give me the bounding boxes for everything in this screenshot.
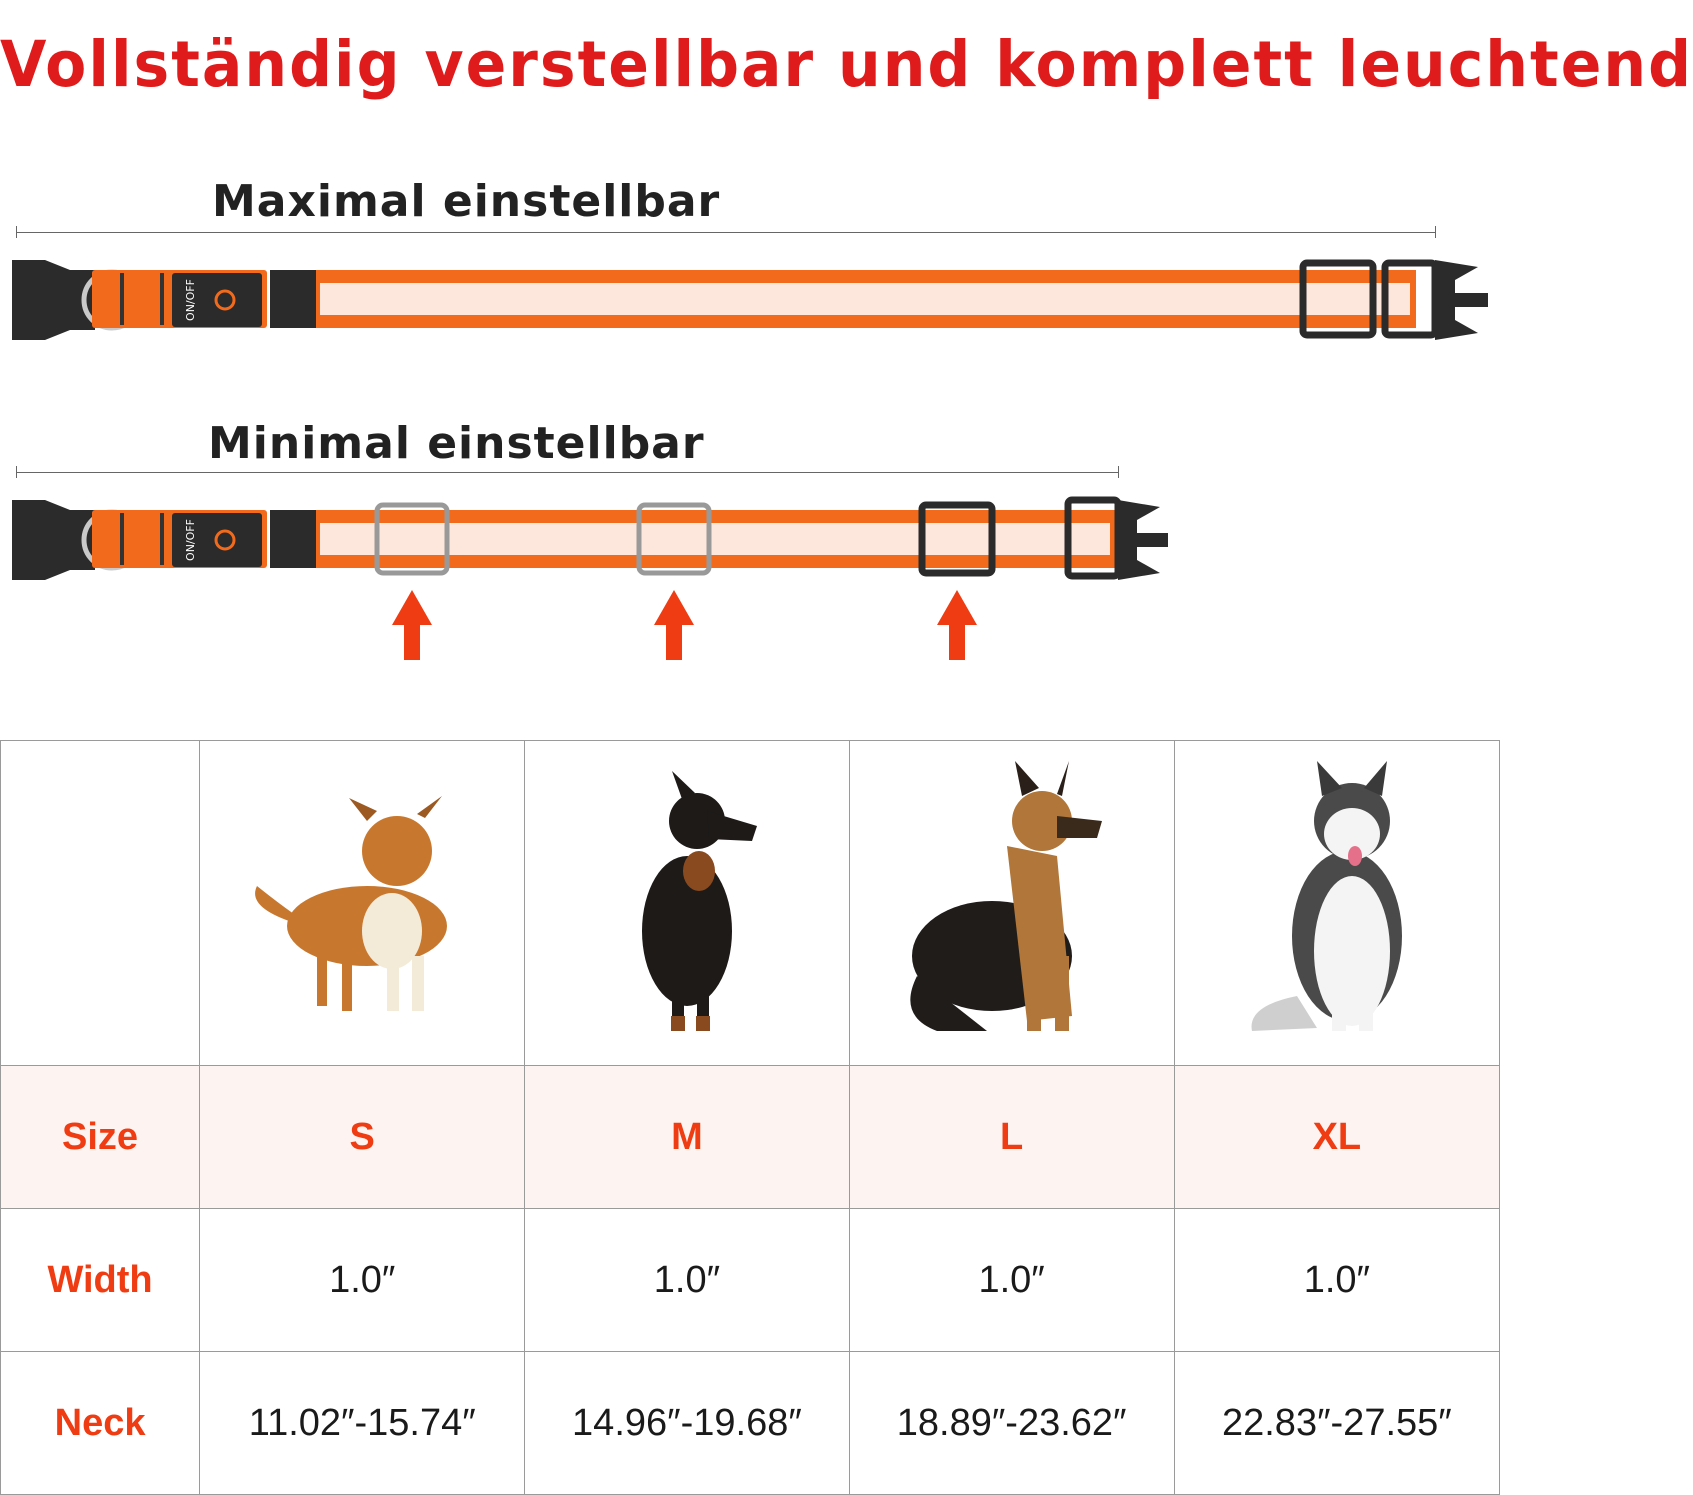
min-switch-label: ON/OFF bbox=[184, 519, 197, 561]
min-caption: Minimal einstellbar bbox=[208, 418, 705, 469]
neck-row bbox=[1, 1352, 1500, 1495]
max-switch-label: ON/OFF bbox=[184, 279, 197, 321]
width-label: Width bbox=[1, 1209, 200, 1352]
headline: Vollständig verstellbar und komplett leuchtend bbox=[0, 28, 1693, 102]
dog-image-small-mixed-dog bbox=[200, 741, 525, 1066]
size-row bbox=[1, 1066, 1500, 1209]
min-collar-image bbox=[0, 495, 1500, 585]
size-l: L bbox=[849, 1066, 1174, 1209]
size-xl: XL bbox=[1174, 1066, 1499, 1209]
width-l: 1.0″ bbox=[849, 1209, 1174, 1352]
neck-label: Neck bbox=[1, 1352, 200, 1495]
dog-image-row bbox=[1, 741, 1500, 1066]
max-collar-image bbox=[0, 255, 1500, 345]
dog-image-german-shepherd bbox=[849, 741, 1174, 1066]
dog-image-husky bbox=[1174, 741, 1499, 1066]
max-caption: Maximal einstellbar bbox=[212, 176, 721, 227]
neck-l: 18.89″-23.62″ bbox=[849, 1352, 1174, 1495]
max-dimension-line bbox=[16, 232, 1436, 233]
width-m: 1.0″ bbox=[525, 1209, 849, 1352]
empty-corner-cell bbox=[1, 741, 200, 1066]
min-dimension-line bbox=[16, 472, 1119, 473]
neck-s: 11.02″-15.74″ bbox=[200, 1352, 525, 1495]
neck-m: 14.96″-19.68″ bbox=[525, 1352, 849, 1495]
size-label: Size bbox=[1, 1066, 200, 1209]
width-row bbox=[1, 1209, 1500, 1352]
neck-xl: 22.83″-27.55″ bbox=[1174, 1352, 1499, 1495]
width-s: 1.0″ bbox=[200, 1209, 525, 1352]
size-s: S bbox=[200, 1066, 525, 1209]
dog-image-doberman bbox=[525, 741, 849, 1066]
size-table bbox=[0, 740, 1500, 1495]
size-m: M bbox=[525, 1066, 849, 1209]
width-xl: 1.0″ bbox=[1174, 1209, 1499, 1352]
